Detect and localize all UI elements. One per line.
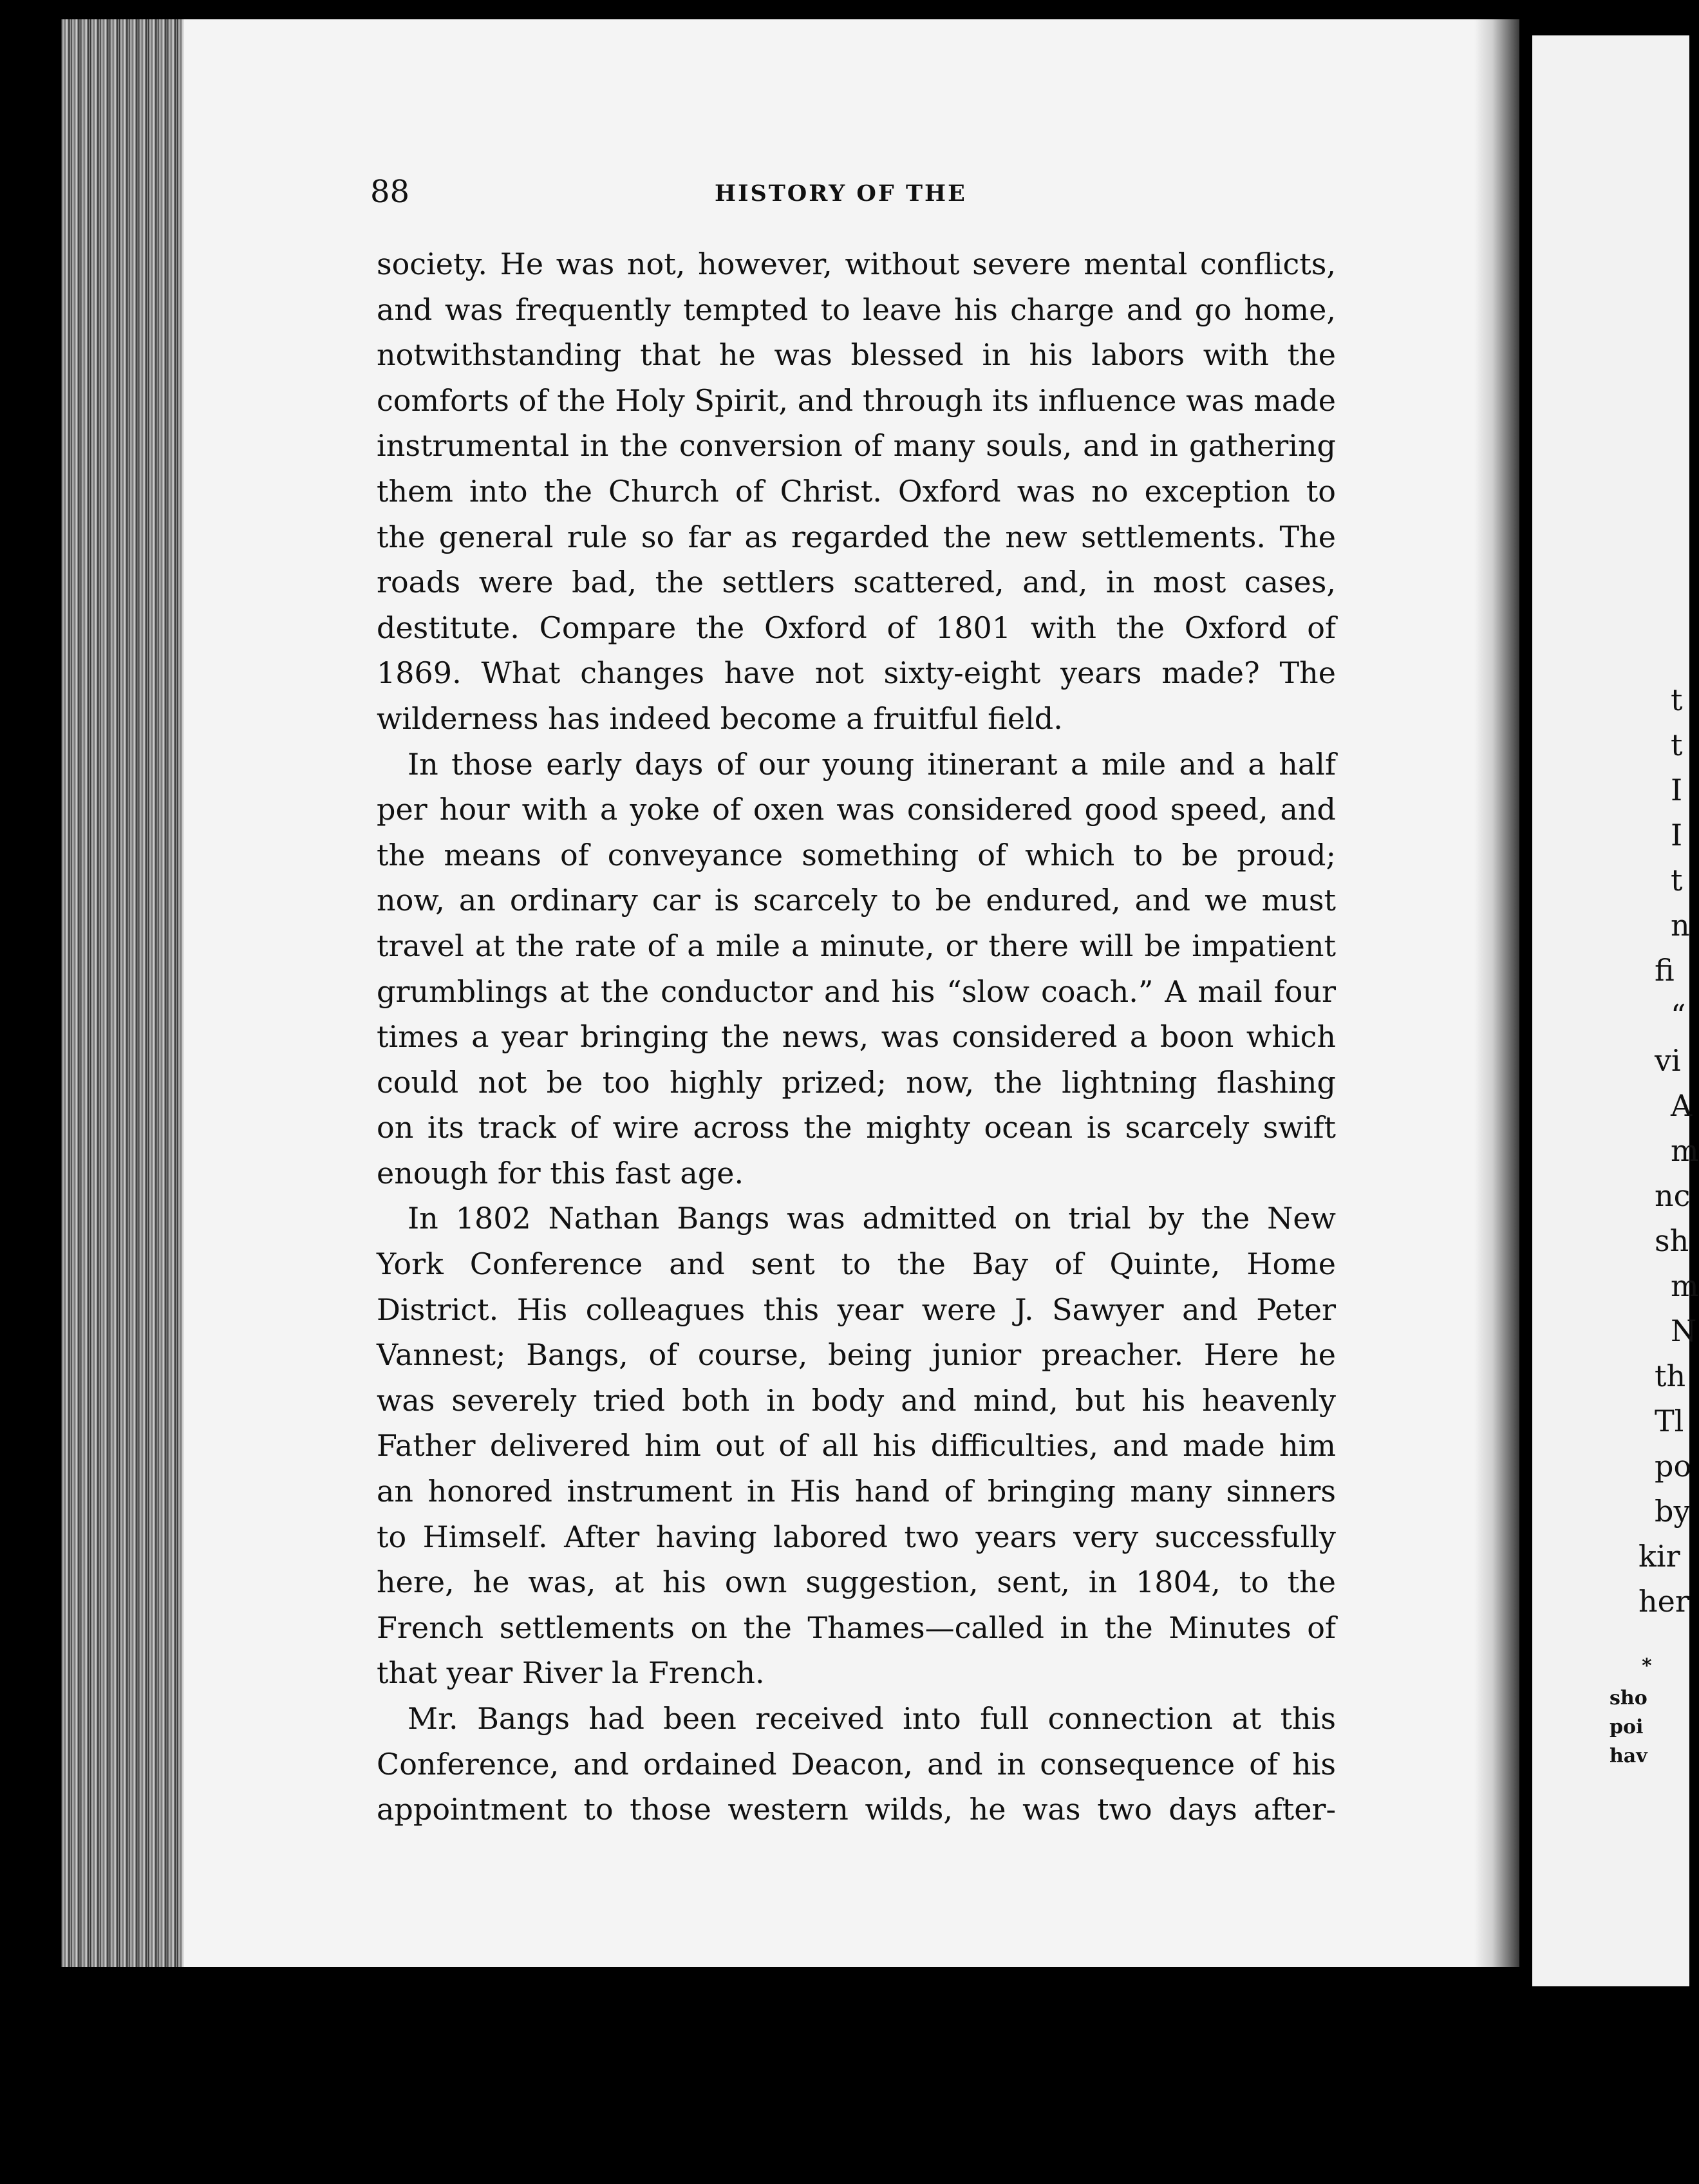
next-page-fragment: by — [1655, 1494, 1691, 1529]
paragraph — [377, 1696, 1336, 1832]
paragraph — [377, 241, 1336, 742]
text-line: Mr. Bangs had been received into full connection at this — [408, 1701, 1336, 1736]
next-page-fragments — [1532, 35, 1699, 1986]
text-line: grumblings at the conductor and his “slow coach.” A mail four — [377, 974, 1336, 1009]
next-page-fragment: m — [1671, 1268, 1699, 1303]
text-line: could not be too highly prized; now, the lightning flashing — [377, 1064, 1336, 1100]
next-page-fragment: nc — [1655, 1178, 1691, 1213]
text-line: destitute. Compare the Oxford of 1801 with the Oxford of — [377, 610, 1336, 645]
next-page-fragment: vi — [1655, 1043, 1681, 1078]
next-page-fragment: I — [1671, 818, 1683, 852]
next-page-fragment: her — [1638, 1584, 1689, 1619]
text-line: appointment to those western wilds, he was two days after- — [377, 1792, 1336, 1827]
text-line: here, he was, at his own suggestion, sent, in 1804, to the — [377, 1565, 1336, 1600]
next-page-edge — [1532, 35, 1699, 1986]
text-line: Vannest; Bangs, of course, being junior preacher. Here he — [377, 1337, 1336, 1373]
text-line: the means of conveyance something of which to be proud; — [377, 837, 1336, 872]
next-page-fragment: po — [1655, 1449, 1692, 1483]
text-line: and was frequently tempted to leave his charge and go home, — [377, 292, 1336, 327]
text-line: In 1802 Nathan Bangs was admitted on trial by the New — [408, 1201, 1336, 1236]
next-page-fragment: kir — [1638, 1539, 1680, 1574]
text-line: on its track of wire across the mighty ocean is scarcely swift — [377, 1110, 1336, 1145]
next-page-fragment: sh — [1655, 1223, 1689, 1258]
next-page-fragment: n — [1671, 908, 1690, 943]
next-page-fragment: poi — [1610, 1716, 1644, 1738]
next-page-fragment: t — [1671, 863, 1683, 898]
text-line: society. He was not, however, without severe mental conflicts, — [377, 247, 1336, 281]
next-page-fragment: N — [1671, 1313, 1697, 1348]
text-line: was severely tried both in body and mind, but his heavenly — [377, 1382, 1336, 1418]
next-page-fragment: I — [1671, 773, 1683, 807]
text-line: now, an ordinary car is scarcely to be endured, and we must — [377, 883, 1336, 918]
next-page-fragment: “ — [1671, 998, 1686, 1033]
next-page-fragment: m — [1671, 1133, 1699, 1168]
text-line: per hour with a yoke of oxen was considered good speed, and — [377, 792, 1336, 827]
text-line: Father delivered him out of all his difficulties, and made him — [377, 1428, 1336, 1464]
paragraph — [377, 1196, 1336, 1696]
text-line: 1869. What changes have not sixty-eight years made? The — [377, 655, 1336, 691]
running-head — [370, 173, 1336, 211]
next-page-fragment: t — [1671, 728, 1683, 762]
text-line: enough for this fast age. — [377, 1155, 744, 1191]
text-line: French settlements on the Thames—called in the Minutes of — [377, 1610, 1336, 1645]
text-line: notwithstanding that he was blessed in his labors with the — [377, 337, 1336, 373]
text-line: times a year bringing the news, was considered a boon which — [377, 1019, 1336, 1055]
text-line: District. His colleagues this year were J. Sawyer and Peter — [377, 1292, 1336, 1327]
text-line: comforts of the Holy Spirit, and through its influence was made — [377, 382, 1336, 418]
body-text — [377, 241, 1336, 1832]
next-page-fragment: sho — [1610, 1687, 1647, 1709]
text-line: wilderness has indeed become a fruitful field. — [377, 701, 1063, 736]
text-line: Conference, and ordained Deacon, and in consequence of his — [377, 1746, 1336, 1782]
next-page-fragment: A — [1671, 1088, 1693, 1123]
text-line: an honored instrument in His hand of bringing many sinners — [377, 1474, 1336, 1509]
text-line: In those early days of our young itinerant a mile and a half — [408, 746, 1336, 782]
next-page-fragment: * — [1642, 1655, 1652, 1677]
text-line: roads were bad, the settlers scattered, and, in most cases, — [377, 565, 1336, 600]
next-page-fragment: fi — [1655, 953, 1675, 988]
page-number: 88 — [370, 174, 410, 210]
next-page-fragment: t — [1671, 682, 1683, 717]
text-line: the general rule so far as regarded the new settlements. The — [377, 519, 1336, 554]
book-fore-edge — [61, 19, 183, 1967]
next-page-fragment: th — [1655, 1359, 1686, 1393]
text-line: them into the Church of Christ. Oxford was no exception to — [377, 473, 1336, 509]
book-gutter — [1474, 19, 1519, 1967]
text-line: to Himself. After having labored two years very successfully — [377, 1519, 1336, 1554]
text-line: York Conference and sent to the Bay of Quinte, Home — [377, 1247, 1336, 1282]
text-line: instrumental in the conversion of many souls, and in gathering — [377, 428, 1336, 464]
next-page-fragment: Tl — [1655, 1404, 1684, 1438]
text-line: travel at the rate of a mile a minute, or there will be impatient — [377, 928, 1336, 963]
text-line: that year River la French. — [377, 1655, 765, 1691]
running-head-title: HISTORY OF THE — [715, 180, 967, 207]
paragraph — [377, 742, 1336, 1196]
next-page-fragment: hav — [1610, 1745, 1647, 1767]
